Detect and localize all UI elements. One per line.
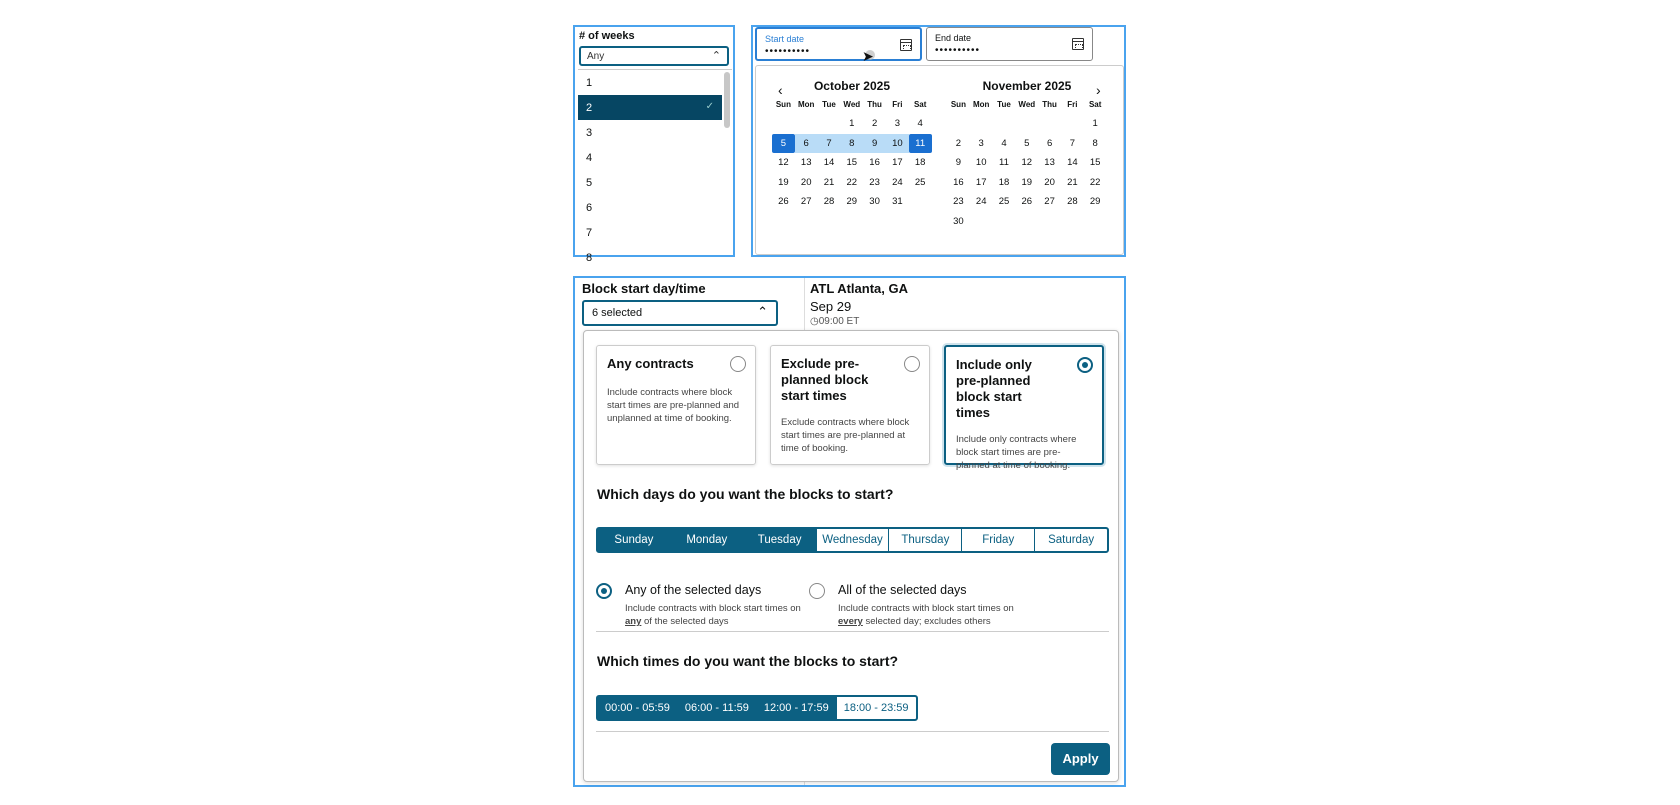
day-cell[interactable]: 12: [1021, 157, 1033, 168]
calendar-icon[interactable]: [900, 39, 912, 51]
empty-cell: [1061, 114, 1084, 134]
day-cell[interactable]: 3: [894, 118, 901, 129]
divider: [596, 731, 1109, 732]
card-title: Include only pre-planned block start times: [956, 357, 1032, 420]
apply-button[interactable]: Apply: [1051, 743, 1110, 775]
next-month-button[interactable]: ›: [1096, 82, 1101, 98]
calendar-dropdown: [755, 65, 1124, 255]
day-cell[interactable]: 15: [846, 157, 858, 168]
day-cell[interactable]: 2: [871, 118, 878, 129]
empty-cell: [947, 114, 970, 134]
weekday-label: Sun: [950, 100, 966, 109]
option-description: [838, 602, 1018, 628]
weeks-option[interactable]: [578, 245, 722, 270]
day-cell[interactable]: 19: [778, 176, 789, 188]
day-cell[interactable]: 2: [955, 137, 962, 149]
block-start-select[interactable]: [582, 300, 778, 326]
desc-emphasis: every: [838, 616, 863, 627]
card-exclude-preplanned[interactable]: [770, 345, 930, 465]
weekday-label: Tue: [997, 100, 1011, 109]
day-cell[interactable]: 15: [1089, 157, 1101, 168]
day-cell[interactable]: 29: [846, 196, 858, 207]
day-cell[interactable]: 10: [975, 157, 987, 168]
desc-post: selected day; excludes others: [862, 616, 991, 627]
location-time-value: 09:00 ET: [818, 316, 860, 327]
day-cell[interactable]: 16: [869, 157, 880, 168]
check-icon: ✓: [705, 101, 714, 112]
weeks-option-label: 8: [586, 252, 593, 264]
scrollbar-thumb[interactable]: [724, 72, 730, 128]
option-all-selected-days[interactable]: [809, 583, 1018, 628]
weekday-label: Sat: [913, 100, 927, 109]
weekday-label: Tue: [822, 100, 836, 109]
start-date-value: ••••••••••: [765, 46, 811, 57]
card-title: Exclude pre-planned block start times: [781, 356, 869, 403]
day-cell[interactable]: 18: [914, 157, 926, 168]
day-cell[interactable]: 22: [846, 176, 858, 188]
times-segmented-control: [596, 695, 918, 721]
empty-cell: [970, 114, 993, 134]
option-description: [625, 602, 805, 628]
day-cell[interactable]: 4: [917, 118, 923, 129]
day-cell[interactable]: 7: [818, 134, 841, 154]
radio-button[interactable]: [730, 356, 746, 372]
day-cell[interactable]: 9: [863, 134, 886, 154]
day-cell[interactable]: 18: [998, 176, 1010, 188]
day-cell[interactable]: 26: [778, 196, 789, 207]
day-cell[interactable]: 12: [778, 157, 789, 168]
day-cell[interactable]: 30: [869, 196, 880, 207]
day-cell[interactable]: 6: [1046, 137, 1053, 149]
desc-pre: Include contracts with block start times on: [625, 603, 801, 614]
option-title: All of the selected days: [838, 583, 967, 597]
end-date-value: ••••••••••: [935, 45, 981, 56]
weeks-option-label: 5: [586, 177, 593, 189]
day-grid: [947, 114, 1107, 231]
day-toggle[interactable]: Wednesday: [816, 529, 889, 551]
time-toggle[interactable]: 00:00 - 05:59: [598, 697, 677, 719]
weekday-label: Fri: [1067, 100, 1078, 109]
weeks-option[interactable]: [578, 120, 722, 145]
day-cell[interactable]: 5: [772, 134, 795, 154]
day-toggle[interactable]: Thursday: [888, 529, 961, 551]
day-cell[interactable]: 11: [909, 134, 932, 154]
day-cell[interactable]: 29: [1089, 196, 1101, 207]
start-date-label: Start date: [765, 34, 805, 44]
end-date-label: End date: [935, 33, 972, 43]
days-question: Which days do you want the blocks to start?: [597, 486, 894, 502]
days-segmented-control: [596, 527, 1109, 553]
weeks-option[interactable]: [578, 70, 722, 95]
block-start-panel: [573, 276, 1126, 787]
day-toggle[interactable]: Monday: [670, 529, 743, 551]
day-cell[interactable]: 28: [823, 196, 835, 207]
time-toggle[interactable]: 18:00 - 23:59: [836, 697, 916, 719]
card-description: Include only contracts where block start times are pre-planned at time of booking.: [956, 434, 1077, 471]
weekday-label: Wed: [1018, 100, 1036, 109]
day-cell[interactable]: 11: [999, 157, 1009, 168]
weekday-label: Sat: [1088, 100, 1102, 109]
weeks-option-label: 2: [586, 102, 593, 114]
end-date-field[interactable]: [926, 27, 1093, 61]
weekday-label: Wed: [843, 100, 861, 109]
weekday-header: [947, 96, 1107, 114]
day-cell[interactable]: 24: [975, 196, 987, 207]
weekday-header: [772, 96, 932, 114]
time-toggle[interactable]: 06:00 - 11:59: [677, 697, 756, 719]
weeks-option-label: 7: [586, 227, 593, 239]
weeks-option[interactable]: [578, 220, 722, 245]
day-cell[interactable]: 13: [800, 157, 812, 168]
day-cell[interactable]: 17: [892, 157, 903, 168]
weeks-list[interactable]: [578, 69, 732, 264]
day-cell[interactable]: 28: [1067, 196, 1078, 207]
day-toggle[interactable]: Friday: [961, 529, 1034, 551]
day-cell[interactable]: 19: [1021, 176, 1033, 188]
location-city: ATL Atlanta, GA: [810, 281, 908, 296]
day-toggle[interactable]: Tuesday: [743, 529, 816, 551]
day-cell[interactable]: 13: [1044, 157, 1055, 168]
divider: [596, 631, 1109, 632]
day-cell[interactable]: 27: [800, 196, 812, 207]
day-cell[interactable]: 21: [823, 176, 835, 188]
day-cell[interactable]: 23: [869, 176, 880, 188]
chevron-updown-icon: ⌃: [757, 304, 768, 319]
weeks-select-value: Any: [587, 51, 605, 62]
block-start-select-value: 6 selected: [592, 307, 643, 319]
day-cell[interactable]: 24: [892, 176, 903, 188]
block-start-title: Block start day/time: [582, 281, 706, 296]
calendar-icon[interactable]: [1072, 38, 1084, 50]
month-title: October 2025: [813, 79, 891, 93]
prev-month-button[interactable]: ‹: [778, 82, 783, 98]
location-time: [810, 316, 908, 327]
day-cell[interactable]: 21: [1067, 176, 1078, 188]
day-cell[interactable]: 27: [1044, 196, 1055, 207]
day-cell[interactable]: 5: [1024, 137, 1030, 149]
card-include-only-preplanned[interactable]: [944, 345, 1104, 471]
day-cell[interactable]: 8: [1092, 137, 1098, 149]
desc-pre: Include contracts with block start times on: [838, 603, 1014, 614]
radio-button[interactable]: [809, 583, 825, 599]
day-cell[interactable]: 16: [953, 176, 964, 188]
desc-emphasis: any: [625, 616, 642, 627]
day-cell[interactable]: 10: [886, 134, 909, 154]
load-summary: [810, 281, 908, 327]
location-date: Sep 29: [810, 299, 852, 314]
month-november: [947, 76, 1107, 231]
weekday-label: Fri: [892, 100, 903, 109]
day-cell[interactable]: 26: [1021, 196, 1033, 207]
weeks-option-label: 3: [586, 127, 593, 139]
weeks-option[interactable]: [578, 95, 722, 120]
card-any-contracts[interactable]: [596, 345, 756, 465]
day-cell[interactable]: 17: [975, 176, 987, 188]
desc-post: of the selected days: [641, 616, 729, 627]
mouse-pointer-icon: ➤: [862, 48, 874, 64]
month-october: [772, 76, 932, 212]
day-cell[interactable]: 25: [914, 176, 926, 188]
option-title: Any of the selected days: [625, 583, 762, 597]
option-any-selected-days[interactable]: [596, 583, 805, 628]
weeks-option-label: 4: [586, 152, 593, 164]
empty-cell: [1015, 114, 1038, 134]
weeks-option[interactable]: [578, 145, 722, 170]
time-toggle[interactable]: 12:00 - 17:59: [756, 697, 836, 719]
day-cell[interactable]: 20: [1044, 176, 1055, 188]
weekday-label: Thu: [1042, 100, 1057, 109]
weeks-select[interactable]: [579, 46, 729, 66]
empty-cell: [1038, 114, 1061, 134]
month-title: November 2025: [982, 79, 1072, 93]
day-cell[interactable]: 14: [1067, 157, 1078, 168]
day-cell[interactable]: 1: [849, 118, 855, 129]
weekday-label: Thu: [867, 100, 882, 109]
weeks-option[interactable]: [578, 170, 722, 195]
card-title: Any contracts: [607, 356, 694, 371]
radio-button-selected[interactable]: [1077, 357, 1093, 373]
card-description: Exclude contracts where block start times are pre-planned at time of booking.: [781, 417, 910, 454]
date-range-panel: [751, 25, 1126, 257]
weekday-label: Mon: [797, 100, 815, 109]
day-cell[interactable]: 9: [955, 157, 962, 168]
day-cell[interactable]: 7: [1069, 137, 1076, 149]
weekday-label: Sun: [775, 100, 791, 109]
day-toggle[interactable]: Saturday: [1034, 529, 1107, 551]
times-question: Which times do you want the blocks to start?: [597, 653, 899, 669]
empty-cell: [993, 114, 1016, 134]
empty-cell: [772, 114, 795, 134]
chevron-updown-icon: ⌃: [711, 50, 721, 62]
weeks-title: # of weeks: [579, 30, 635, 42]
clock-icon: ◷: [810, 316, 819, 327]
weeks-option-label: 6: [586, 202, 593, 214]
radio-button[interactable]: [904, 356, 920, 372]
start-date-field[interactable]: [755, 27, 922, 64]
radio-button-selected[interactable]: [596, 583, 612, 599]
day-cell[interactable]: 6: [795, 134, 818, 154]
day-toggle[interactable]: Sunday: [598, 529, 670, 551]
weeks-option[interactable]: [578, 195, 722, 220]
empty-cell: [818, 114, 841, 134]
day-cell[interactable]: 22: [1089, 176, 1101, 188]
day-cell[interactable]: 30: [953, 215, 964, 227]
day-cell[interactable]: 20: [800, 176, 812, 188]
weeks-panel: [573, 25, 735, 264]
block-start-popup: [583, 330, 1119, 782]
day-cell[interactable]: 23: [953, 196, 964, 207]
empty-cell: [795, 114, 818, 134]
day-cell[interactable]: 8: [840, 134, 863, 154]
day-cell[interactable]: 31: [892, 196, 903, 207]
day-cell[interactable]: 4: [1001, 137, 1007, 149]
day-cell[interactable]: 3: [978, 137, 984, 149]
day-cell[interactable]: 25: [998, 196, 1010, 207]
weekday-label: Mon: [972, 100, 990, 109]
weeks-option-label: 1: [586, 77, 593, 89]
day-cell[interactable]: 1: [1092, 118, 1098, 129]
day-cell[interactable]: 14: [823, 157, 835, 168]
day-grid: [772, 114, 932, 212]
card-description: Include contracts where block start times are pre-planned and unplanned at time of booking.: [607, 387, 740, 424]
